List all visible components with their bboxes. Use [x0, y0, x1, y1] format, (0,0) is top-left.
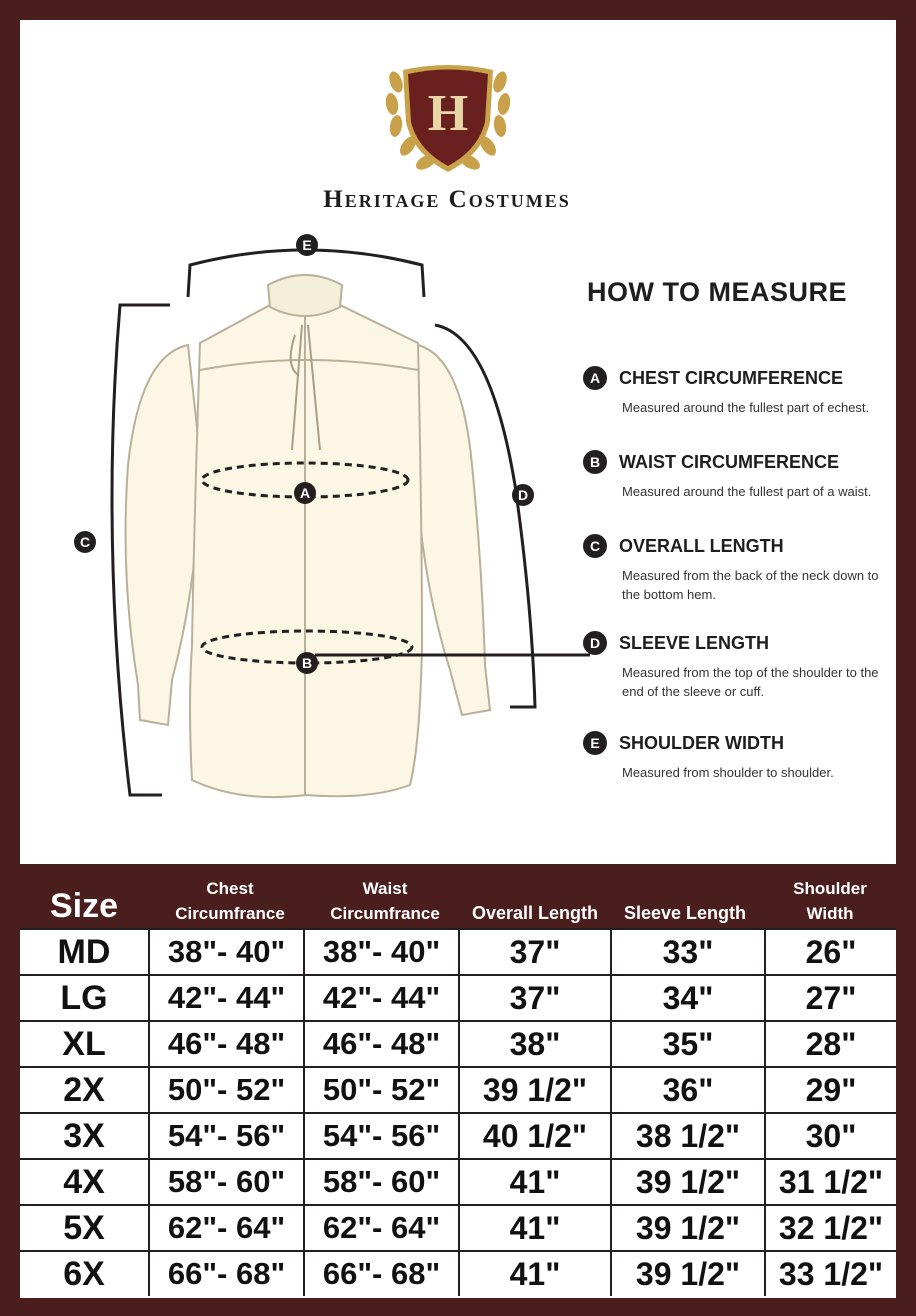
shirt-measurement-diagram [70, 225, 590, 815]
header-overall-length: Overall Length [471, 903, 599, 923]
table-row [20, 1066, 896, 1112]
cell-overall: 37" [458, 976, 610, 1020]
cell-size: LG [60, 979, 108, 1017]
step-description: Measured from the back of the neck down to the bottom hem. [622, 568, 879, 602]
cell-size: XL [62, 1025, 106, 1063]
cell-shoulder: 32 1/2" [764, 1206, 896, 1250]
step-description: Measured from shoulder to shoulder. [622, 765, 834, 780]
cell-sleeve: 34" [610, 976, 764, 1020]
header-size: Size [49, 887, 119, 925]
header-chest-line2: Circumfrance [175, 904, 285, 923]
header-waist-line2: Circumfrance [330, 904, 440, 923]
shirt-illustration [126, 275, 490, 797]
cell-size: 6X [63, 1255, 105, 1293]
cell-size: 2X [63, 1071, 105, 1109]
cell-shoulder: 28" [764, 1022, 896, 1066]
cell-waist: 66"- 68" [303, 1252, 458, 1296]
cell-size: 5X [63, 1209, 105, 1247]
step-letter-badge: C [583, 534, 607, 558]
cell-waist: 54"- 56" [303, 1114, 458, 1158]
cell-sleeve: 39 1/2" [610, 1206, 764, 1250]
table-row [20, 1112, 896, 1158]
table-row [20, 1020, 896, 1066]
diagram-label-a: A [299, 485, 311, 501]
header-chest [150, 876, 310, 928]
step-title: WAIST CIRCUMFERENCE [619, 452, 839, 472]
cell-waist: 42"- 44" [303, 976, 458, 1020]
cell-overall: 41" [458, 1206, 610, 1250]
cell-waist: 58"- 60" [303, 1160, 458, 1204]
diagram-label-b: B [301, 655, 313, 671]
header-chest-line1: Chest [206, 879, 254, 898]
cell-size: 3X [63, 1117, 105, 1155]
header-shoulder-width [764, 876, 896, 928]
cell-size: MD [57, 933, 111, 971]
table-row [20, 1250, 896, 1296]
cell-waist: 46"- 48" [303, 1022, 458, 1066]
cell-sleeve: 33" [610, 930, 764, 974]
cell-shoulder: 30" [764, 1114, 896, 1158]
cell-overall: 38" [458, 1022, 610, 1066]
table-row [20, 1158, 896, 1204]
cell-chest: 46"- 48" [148, 1022, 303, 1066]
brand-name: Heritage Costumes [323, 186, 571, 213]
cell-shoulder: 31 1/2" [764, 1160, 896, 1204]
diagram-label-e: E [302, 237, 312, 253]
step-title: SHOULDER WIDTH [619, 733, 784, 753]
step-description: Measured around the fullest part of echest. [622, 400, 870, 415]
header-shoulder-line1: Shoulder [793, 879, 867, 898]
header-waist-line1: Waist [362, 879, 408, 898]
cell-waist: 38"- 40" [303, 930, 458, 974]
table-row [20, 1204, 896, 1250]
header-sleeve-length: Sleeve Length [623, 903, 747, 923]
cell-overall: 41" [458, 1160, 610, 1204]
step-description: Measured from the top of the shoulder to the end of the sleeve or cuff. [622, 665, 879, 699]
cell-chest: 38"- 40" [148, 930, 303, 974]
cell-overall: 39 1/2" [458, 1068, 610, 1112]
crest-monogram: H [427, 85, 469, 142]
cell-chest: 66"- 68" [148, 1252, 303, 1296]
size-rows [20, 928, 896, 1298]
cell-overall: 40 1/2" [458, 1114, 610, 1158]
step-title: SLEEVE LENGTH [619, 633, 770, 653]
step-letter-badge: A [583, 366, 607, 390]
diagram-label-d: D [517, 487, 529, 503]
cell-overall: 41" [458, 1252, 610, 1296]
diagram-label-c: C [79, 534, 91, 550]
cell-shoulder: 33 1/2" [764, 1252, 896, 1296]
cell-waist: 62"- 64" [303, 1206, 458, 1250]
cell-chest: 54"- 56" [148, 1114, 303, 1158]
cell-chest: 62"- 64" [148, 1206, 303, 1250]
cell-size: 4X [63, 1163, 105, 1201]
step-title: OVERALL LENGTH [619, 536, 784, 556]
cell-shoulder: 27" [764, 976, 896, 1020]
cell-overall: 37" [458, 930, 610, 974]
header-waist [310, 876, 460, 928]
cell-shoulder: 29" [764, 1068, 896, 1112]
cell-sleeve: 39 1/2" [610, 1160, 764, 1204]
cell-chest: 50"- 52" [148, 1068, 303, 1112]
cell-sleeve: 38 1/2" [610, 1114, 764, 1158]
cell-waist: 50"- 52" [303, 1068, 458, 1112]
cell-sleeve: 35" [610, 1022, 764, 1066]
how-to-measure-heading: HOW TO MEASURE [587, 277, 848, 307]
cell-chest: 58"- 60" [148, 1160, 303, 1204]
table-row [20, 928, 896, 974]
step-letter-badge: E [583, 731, 607, 755]
header-shoulder-line2: Width [806, 904, 854, 923]
cell-sleeve: 36" [610, 1068, 764, 1112]
step-letter-badge: D [583, 631, 607, 655]
cell-chest: 42"- 44" [148, 976, 303, 1020]
cell-shoulder: 26" [764, 930, 896, 974]
step-title: CHEST CIRCUMFERENCE [619, 368, 844, 388]
step-description: Measured around the fullest part of a waist. [622, 484, 872, 499]
step-letter-badge: B [583, 450, 607, 474]
table-row [20, 974, 896, 1020]
heritage-crest-logo [378, 52, 518, 182]
cell-sleeve: 39 1/2" [610, 1252, 764, 1296]
